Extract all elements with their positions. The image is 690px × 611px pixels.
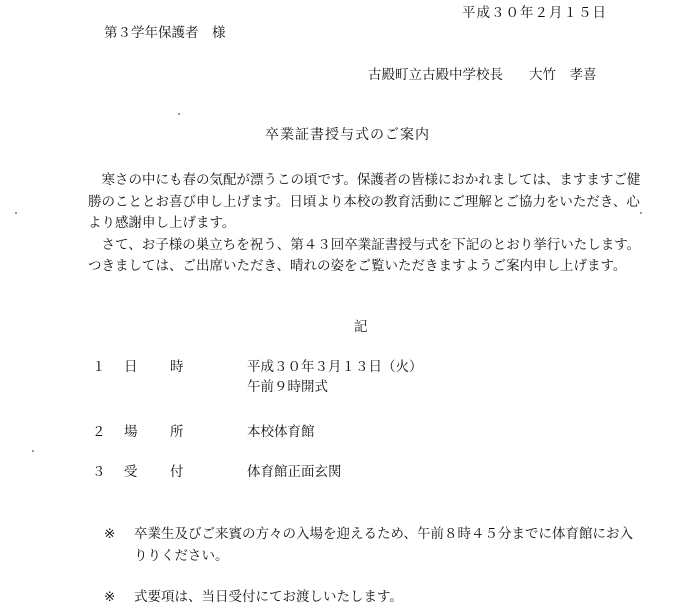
scan-speck (32, 450, 34, 452)
item-value-line-2: 午前９時開式 (247, 379, 328, 395)
scan-speck (178, 113, 180, 115)
note-mark: ※ (104, 526, 116, 542)
item-label-a: 日 (124, 359, 138, 375)
item-value-line-1: 平成３０年３月１３日（火） (247, 359, 423, 375)
scan-speck (15, 212, 17, 214)
note-program (104, 586, 644, 608)
item-label-b: 付 (170, 464, 184, 480)
note-entry-time (104, 523, 644, 567)
item-label-b: 所 (170, 424, 184, 440)
item-number: ２ (92, 424, 106, 440)
sender-name: 大竹 孝喜 (529, 67, 597, 83)
body-paragraph-1: 寒さの中にも春の気配が漂うこの頃です。保護者の皆様におかれましては、ますますご健勝のこととお喜び申し上げます。日頃より本校の教育活動にご理解とご協力をいただき、心より感謝申し上げます。 (88, 172, 641, 231)
item-value: 本校体育館 (247, 424, 315, 440)
item-label-a: 受 (124, 464, 138, 480)
sender (368, 66, 597, 84)
ki-heading: 記 (354, 319, 368, 335)
item-label-b: 時 (170, 359, 184, 375)
item-number: １ (92, 359, 106, 375)
document-date: 平成３０年２月１５日 (462, 5, 607, 21)
note-text: 卒業生及びご来賓の方々の入場を迎えるため、午前８時４５分までに体育館にお入りりください。 (134, 526, 633, 564)
item-value (247, 357, 423, 397)
scan-speck (640, 212, 642, 214)
item-label-a: 場 (124, 424, 138, 440)
item-value: 体育館正面玄関 (247, 464, 342, 480)
body-paragraph-2: さて、お子様の巣立ちを祝う、第４３回卒業証書授与式を下記のとおり挙行いたします。つきましては、ご出席いただき、晴れの姿をご覧いただきますようご案内申し上げます。 (88, 236, 641, 274)
item-number: ３ (92, 464, 106, 480)
addressee: 第３学年保護者 様 (104, 25, 226, 41)
note-text: 式要項は、当日受付にてお渡しいたします。 (134, 589, 403, 605)
body-text (88, 170, 648, 278)
document-title: 卒業証書授与式のご案内 (265, 127, 430, 143)
note-mark: ※ (104, 589, 116, 605)
sender-title: 古殿町立古殿中学校長 (368, 67, 503, 83)
